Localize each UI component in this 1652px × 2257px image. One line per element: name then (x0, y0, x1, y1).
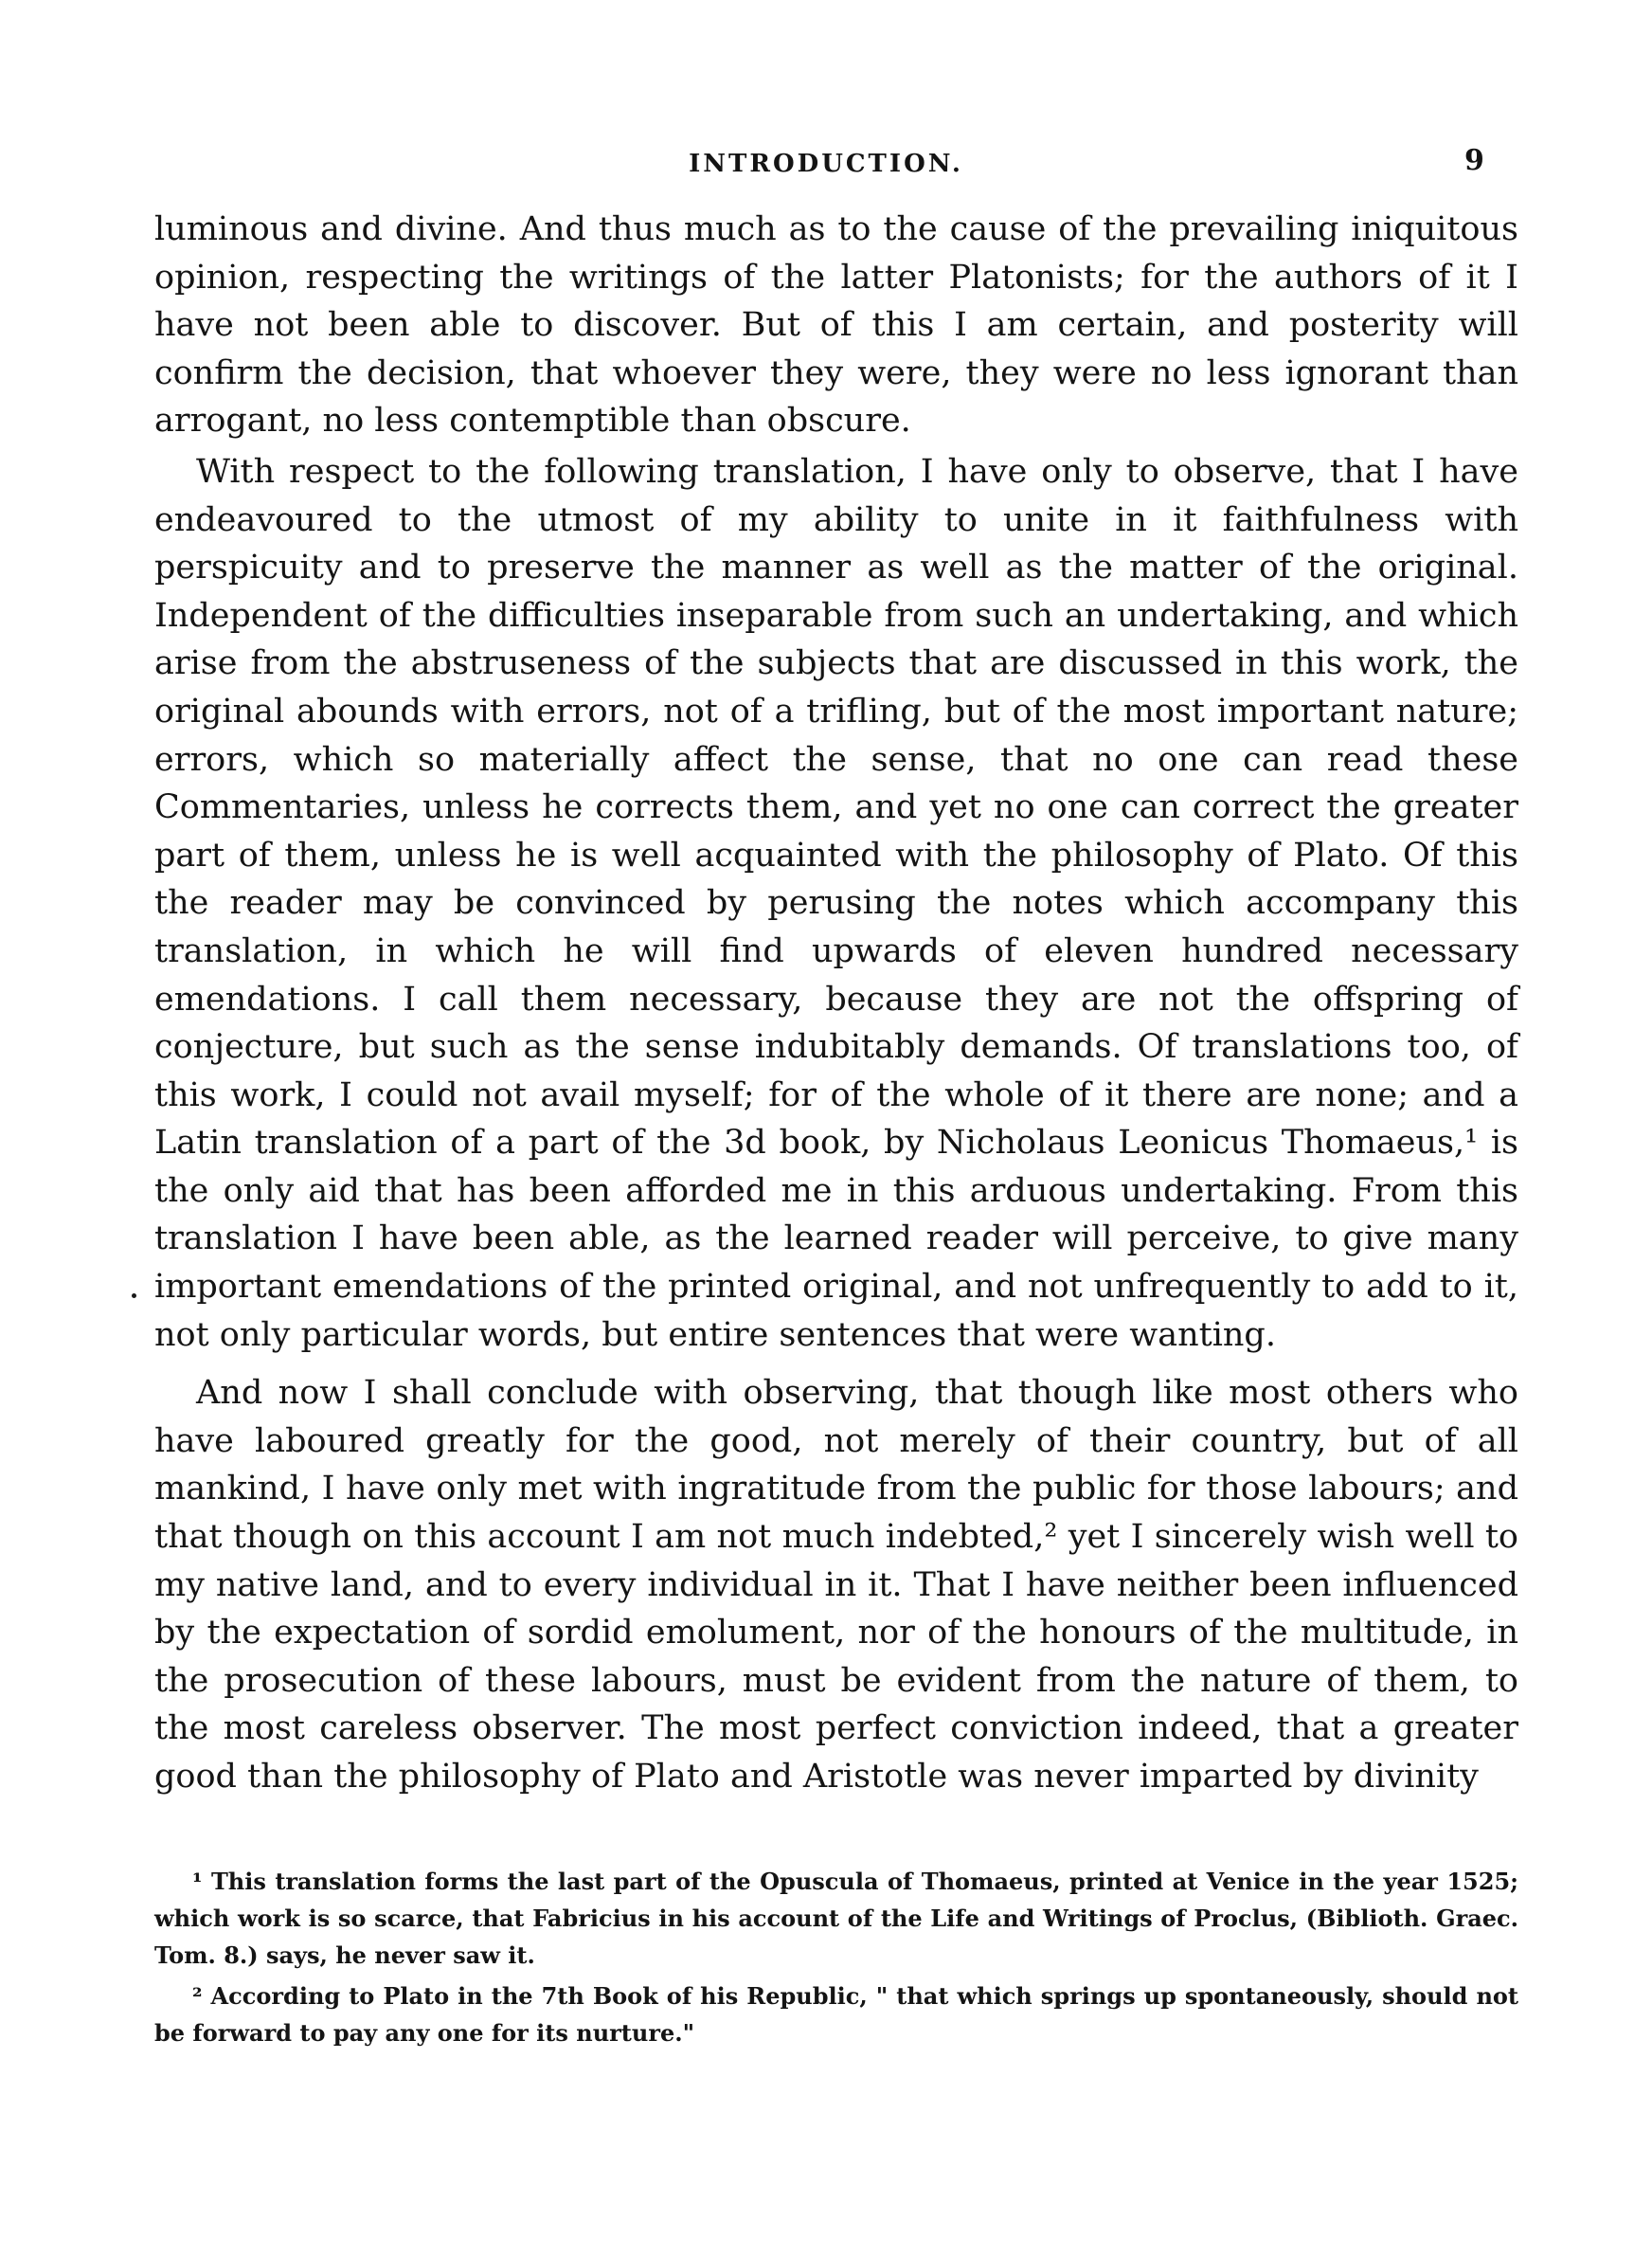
footnote-2: ² According to Plato in the 7th Book of his Republic, " that which springs up spontaneously, should not be forward to pay any one for its nurture." (154, 1982, 1518, 2047)
footnote-1: ¹ This translation forms the last part of the Opuscula of Thomaeus, printed at Venice in the year 1525; which work is so scarce, that Fabricius in his account of the Life and Writings of Proclus, (Biblioth. Graec. Tom. 8.) says, he never saw it. (154, 1868, 1518, 1969)
paragraph-continuation: luminous and divine. And thus much as to the cause of the prevailing iniquitous opinion, respecting the writings of the latter Platonists; for the authors of it I have not been able to discover. But of this I am certain, and posterity will confirm the decision, that whoever they were, they were no less ignorant than arrogant, no less contemptible than obscure. (154, 210, 1518, 441)
footnotes (154, 1863, 1518, 2051)
page-number: 9 (1464, 144, 1484, 177)
running-head: INTRODUCTION. (689, 150, 963, 178)
body-text (154, 206, 1518, 1801)
paragraph-translation: With respect to the following translation, I have only to observe, that I have endeavoured to the utmost of my ability to unite in it faithfulness with perspicuity and to preserve the manner as well as the matter of the original. Independent of the difficulties inseparable from such an undertaking, and which arise from the abstruseness of the subjects that are discussed in this work, the original abounds with errors, not of a trifling, but of the most important nature; errors, which so materially affect the sense, that no one can read these Commentaries, unless he corrects them, and yet no one can correct the greater part of them, unless he is well acquainted with the philosophy of Plato. Of this the reader may be convinced by perusing the notes which accompany this translation, in which he will find upwards of eleven hundred necessary emendations. I call them necessary, because they are not the offspring of conjecture, but such as the sense indubitably demands. Of translations too, of this work, I could not avail myself; for of the whole of it there are none; and a Latin translation of a part of the 3d book, by Nicholaus Leonicus Thomaeus,¹ is the only aid that has been afforded me in this arduous undertaking. From this translation I have been able, as the learned reader will perceive, to give many important emendations of the printed original, and not unfrequently to add to it, not only particular words, but entire sentences that were wanting. (154, 452, 1518, 1354)
paragraph-conclusion: And now I shall conclude with observing, that though like most others who have laboured greatly for the good, not merely of their country, but of all mankind, I have only met with ingratitude from the public for those labours; and that though on this account I am not much indebted,² yet I sincerely wish well to my native land, and to every individual in it. That I have neither been influenced by the expectation of sordid emolument, nor of the honours of the multitude, in the prosecution of these labours, must be evident from the nature of them, to the most careless observer. The most perfect conviction indeed, that a greater good than the philosophy of Plato and Aristotle was never imparted by divinity (154, 1374, 1518, 1796)
ink-speck (132, 1293, 136, 1298)
